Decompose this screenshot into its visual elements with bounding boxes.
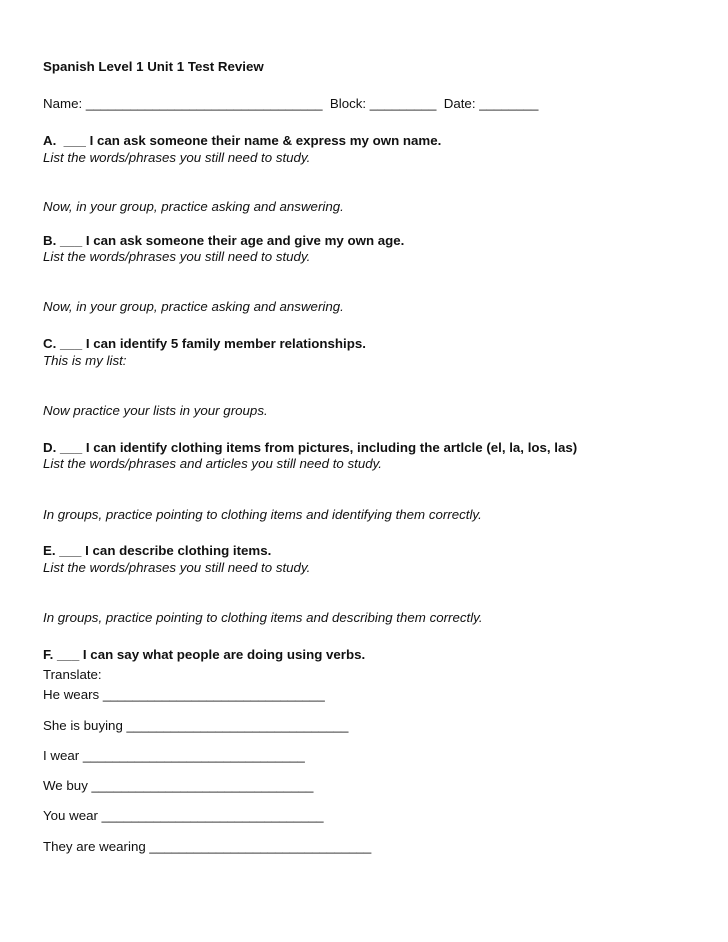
section-d-heading: D. ___ I can identify clothing items from pictures, including the artlcle (el, la, los, las)	[43, 440, 578, 455]
section-a-practice: Now, in your group, practice asking and answering.	[43, 199, 344, 214]
section-a-heading: A. ___ I can ask someone their name & express my own name.	[43, 133, 442, 148]
section-e-instruction: List the words/phrases you still need to study.	[43, 560, 311, 575]
translate-item: She is buying ______________________________	[43, 718, 349, 733]
section-d-instruction: List the words/phrases and articles you still need to study.	[43, 456, 382, 471]
section-b-instruction: List the words/phrases you still need to study.	[43, 249, 311, 264]
section-c-practice: Now practice your lists in your groups.	[43, 403, 268, 418]
section-e-heading: E. ___ I can describe clothing items.	[43, 543, 272, 558]
section-d-practice: In groups, practice pointing to clothing items and identifying them correctly.	[43, 507, 482, 522]
translate-item: We buy ______________________________	[43, 778, 314, 793]
section-b-practice: Now, in your group, practice asking and answering.	[43, 299, 344, 314]
section-c-instruction: This is my list:	[43, 353, 127, 368]
section-f-heading: F. ___ I can say what people are doing using verbs.	[43, 647, 366, 662]
section-a-instruction: List the words/phrases you still need to study.	[43, 150, 311, 165]
translate-item: He wears ______________________________	[43, 687, 325, 702]
section-c-heading: C. ___ I can identify 5 family member relationships.	[43, 336, 366, 351]
section-b-heading: B. ___ I can ask someone their age and give my own age.	[43, 233, 405, 248]
translate-item: I wear ______________________________	[43, 748, 305, 763]
section-f-instruction: Translate:	[43, 667, 102, 682]
translate-item: You wear ______________________________	[43, 808, 324, 823]
page-title: Spanish Level 1 Unit 1 Test Review	[43, 59, 264, 74]
translate-item: They are wearing ______________________________	[43, 839, 372, 854]
section-e-practice: In groups, practice pointing to clothing items and describing them correctly.	[43, 610, 483, 625]
name-block-date-line: Name: ________________________________ Block: _________ Date: ________	[43, 96, 539, 111]
